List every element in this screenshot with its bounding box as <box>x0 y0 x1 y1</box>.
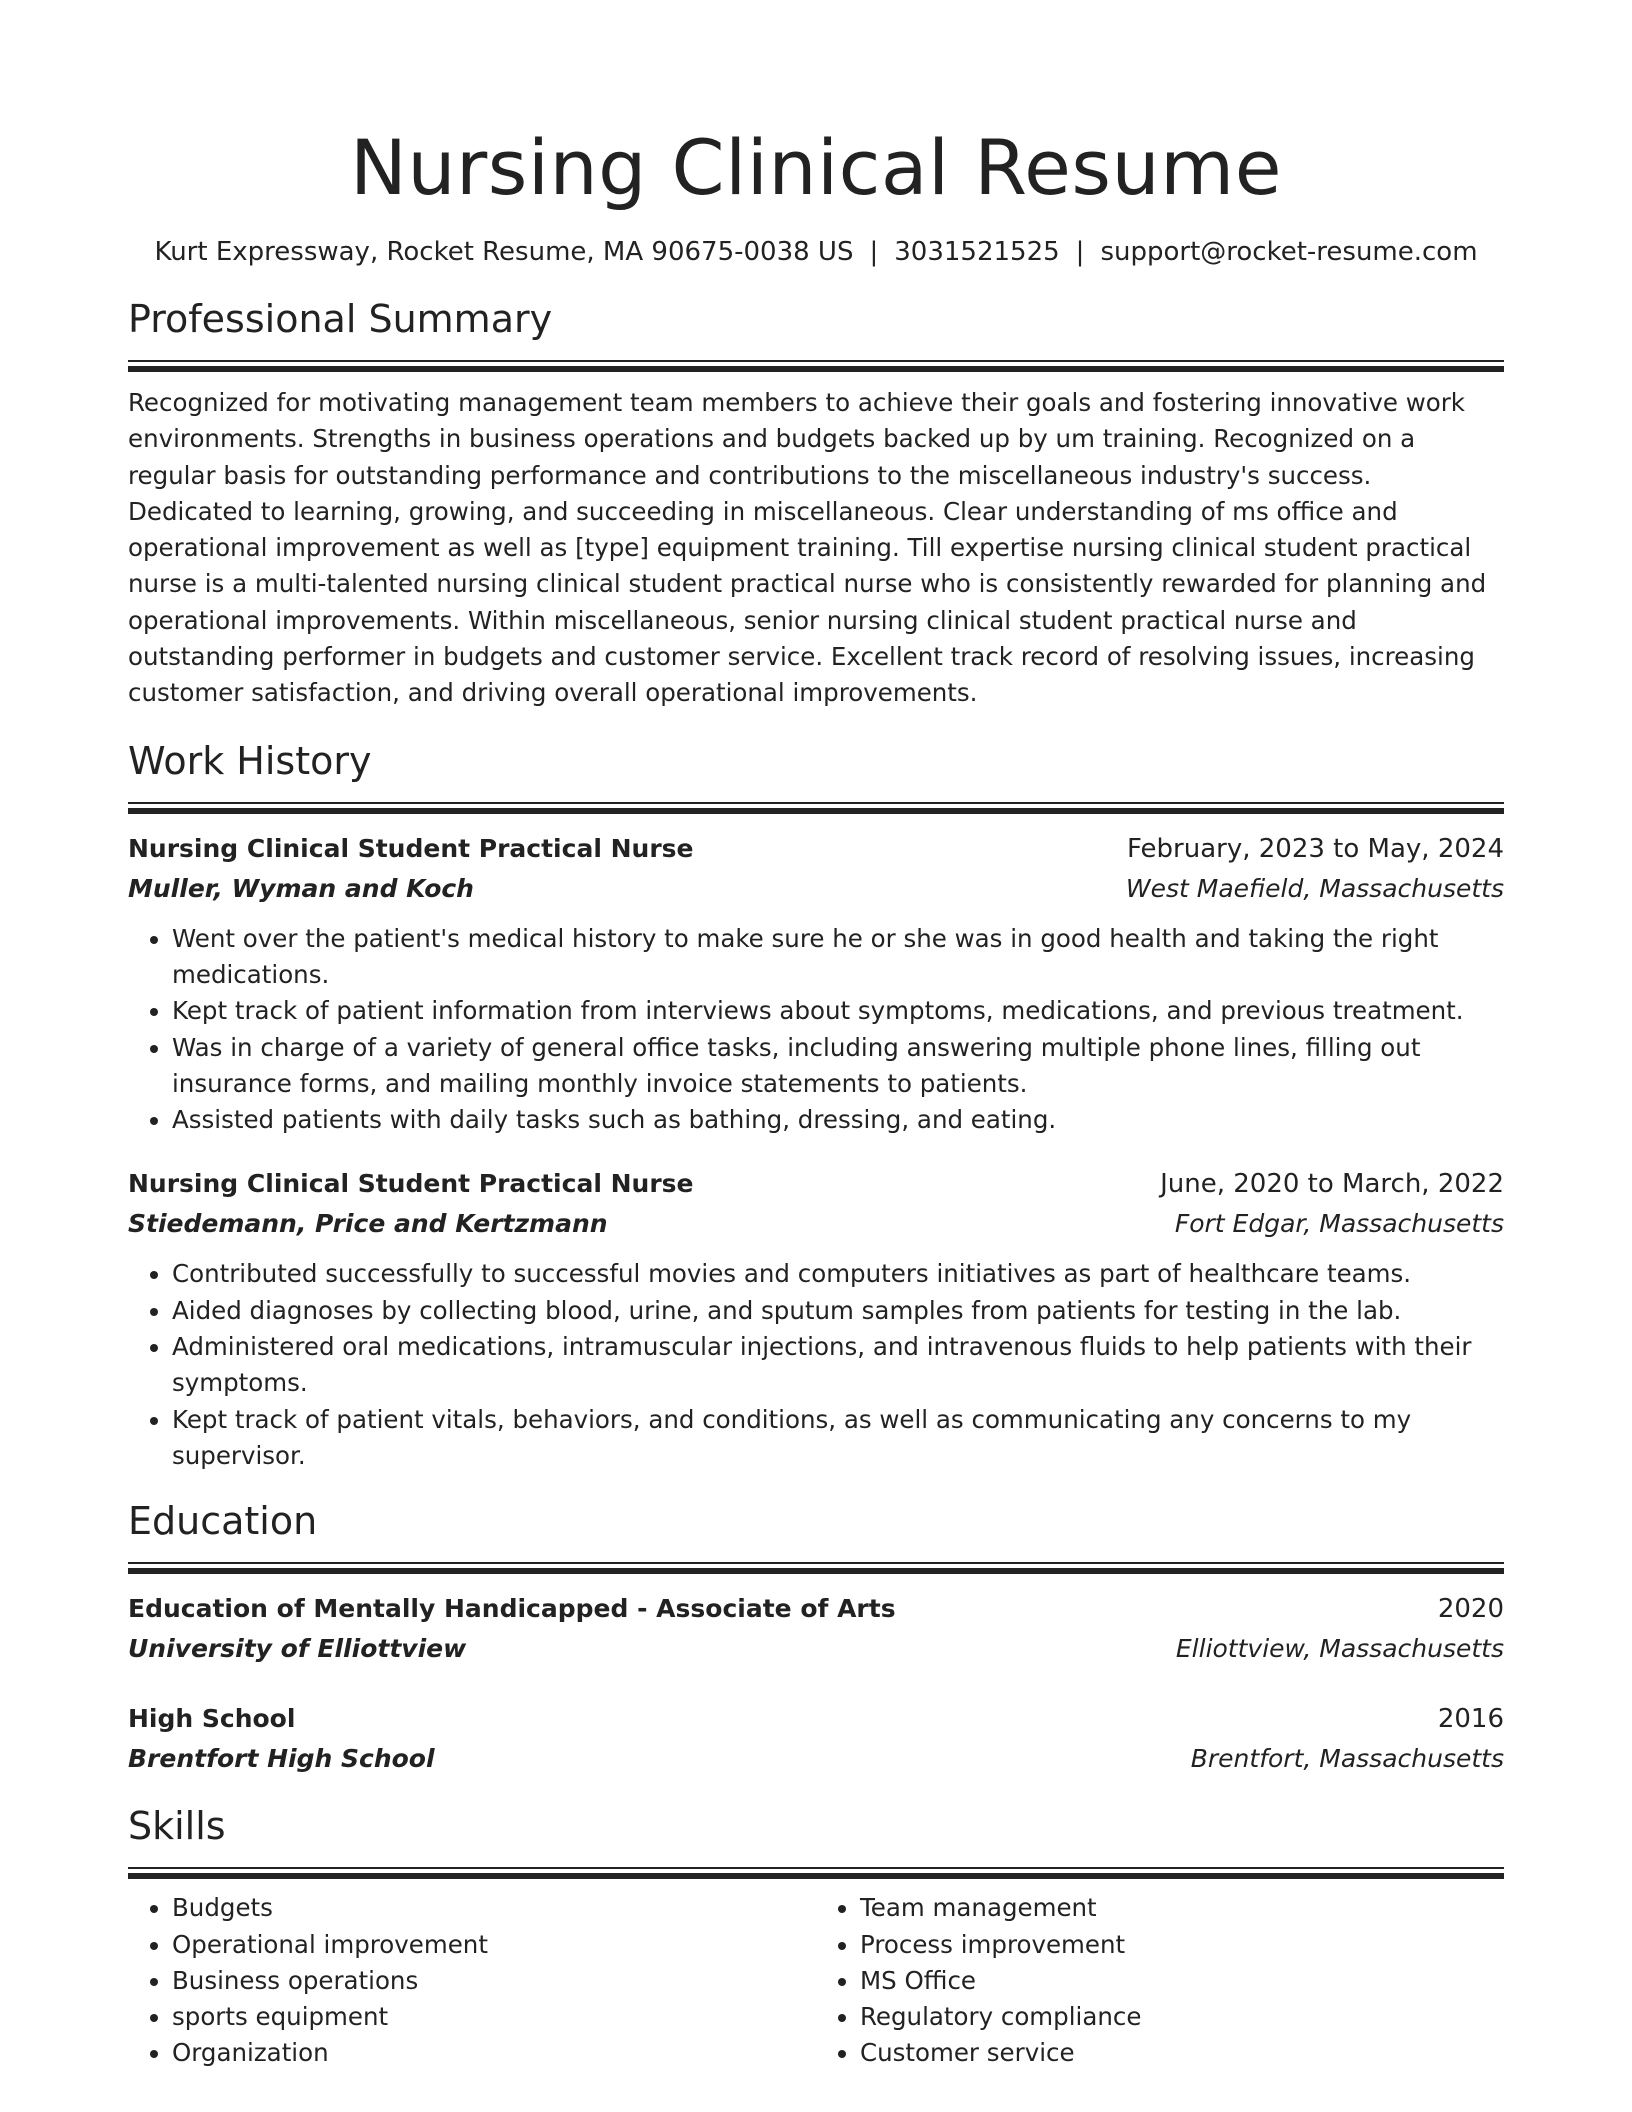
education-year: 2016 <box>1437 1704 1504 1735</box>
resume-title: Nursing Clinical Resume <box>350 123 1282 212</box>
job-duty: • Contributed successfully to successful movies and computers initiatives as part of healthcare teams. <box>172 1256 1504 1292</box>
job-title: Nursing Clinical Student Practical Nurse <box>128 1169 694 1199</box>
skill-item: • Organization <box>172 2035 816 2071</box>
section-divider <box>128 802 1504 813</box>
job-employer: Muller, Wyman and Koch <box>128 873 474 903</box>
work-history-section <box>128 736 1504 1475</box>
job-duty: • Kept track of patient vitals, behaviors, and conditions, as well as communicating any concerns to my supervisor. <box>172 1402 1504 1475</box>
skill-item: • sports equipment <box>172 1999 816 2035</box>
job-duty: • Kept track of patient information from interviews about symptoms, medications, and previous treatment. <box>172 993 1504 1029</box>
job-entry <box>128 1164 1504 1474</box>
education-location: Brentfort, Massachusetts <box>1190 1744 1504 1774</box>
summary-text: Recognized for motivating management team members to achieve their goals and fostering innovative work environments. Strengths in business operations and budgets backed up by um training. Recognized on a regular basis for outstanding performance and contributions to the miscellaneous industry's success. Dedicated to learning, growing, and succeeding in miscellaneous. Clear understanding of ms office and operational improvement as well as [type] equipment training. Till expertise nursing clinical student practical nurse is a multi-talented nursing clinical student practical nurse who is consistently rewarded for planning and operational improvements. Within miscellaneous, senior nursing clinical student practical nurse and outstanding performer in budgets and customer service. Excellent track record of resolving issues, increasing customer satisfaction, and driving overall operational improvements. <box>128 388 1487 708</box>
contact-phone: 3031521525 <box>894 237 1060 267</box>
job-duty: • Administered oral medications, intramuscular injections, and intravenous fluids to help patients with their symptoms. <box>172 1329 1504 1402</box>
education-entry <box>128 1589 1504 1669</box>
section-heading-summary: Professional Summary <box>128 297 553 341</box>
education-degree: High School <box>128 1704 296 1734</box>
skills-grid <box>128 1890 1504 2071</box>
education-school: University of Elliottview <box>128 1634 467 1664</box>
contact-email: support@rocket-resume.com <box>1100 237 1478 267</box>
job-dates: February, 2023 to May, 2024 <box>1127 833 1504 864</box>
education-year: 2020 <box>1437 1594 1504 1625</box>
education-location: Elliottview, Massachusetts <box>1175 1634 1504 1664</box>
section-divider <box>128 1562 1504 1573</box>
section-heading-education: Education <box>128 1499 318 1544</box>
education-degree: Education of Mentally Handicapped - Associate of Arts <box>128 1594 896 1624</box>
contact-separator: | <box>869 237 879 267</box>
job-dates: June, 2020 to March, 2022 <box>1160 1169 1504 1200</box>
section-divider <box>128 1867 1504 1878</box>
job-title: Nursing Clinical Student Practical Nurse <box>128 833 694 863</box>
skill-item: • Business operations <box>172 1963 816 1999</box>
skill-item: • MS Office <box>860 1963 1504 1999</box>
job-duty: • Assisted patients with daily tasks such as bathing, dressing, and eating. <box>172 1102 1504 1138</box>
skill-item: • Customer service <box>860 2035 1504 2071</box>
contact-separator: | <box>1075 237 1085 267</box>
job-entry <box>128 829 1504 1139</box>
skill-item: • Operational improvement <box>172 1927 816 1963</box>
job-employer: Stiedemann, Price and Kertzmann <box>128 1209 608 1239</box>
summary-section <box>128 294 1504 712</box>
skills-section <box>128 1801 1504 2071</box>
section-heading-skills: Skills <box>128 1804 226 1849</box>
skill-item: • Process improvement <box>860 1927 1504 1963</box>
job-location: Fort Edgar, Massachusetts <box>1174 1209 1504 1239</box>
skills-list-right <box>816 1890 1504 2071</box>
skill-item: • Team management <box>860 1890 1504 1926</box>
education-entry <box>128 1699 1504 1779</box>
skill-item: • Regulatory compliance <box>860 1999 1504 2035</box>
job-duties-list <box>128 1256 1504 1474</box>
skill-item: • Budgets <box>172 1890 816 1926</box>
section-heading-work-history: Work History <box>128 738 372 783</box>
job-location: West Maefield, Massachusetts <box>1125 873 1504 903</box>
education-section <box>128 1496 1504 1779</box>
section-divider <box>128 360 1504 371</box>
skills-list-left <box>128 1890 816 2071</box>
contact-address: Kurt Expressway, Rocket Resume, MA 90675-0038 US <box>154 237 854 267</box>
contact-line <box>128 234 1504 270</box>
job-duty: • Aided diagnoses by collecting blood, urine, and sputum samples from patients for testing in the lab. <box>172 1293 1504 1329</box>
education-school: Brentfort High School <box>128 1744 435 1774</box>
job-duties-list <box>128 921 1504 1139</box>
job-duty: • Went over the patient's medical history to make sure he or she was in good health and taking the right medications. <box>172 921 1504 994</box>
job-duty: • Was in charge of a variety of general office tasks, including answering multiple phone lines, filling out insurance forms, and mailing monthly invoice statements to patients. <box>172 1030 1504 1103</box>
